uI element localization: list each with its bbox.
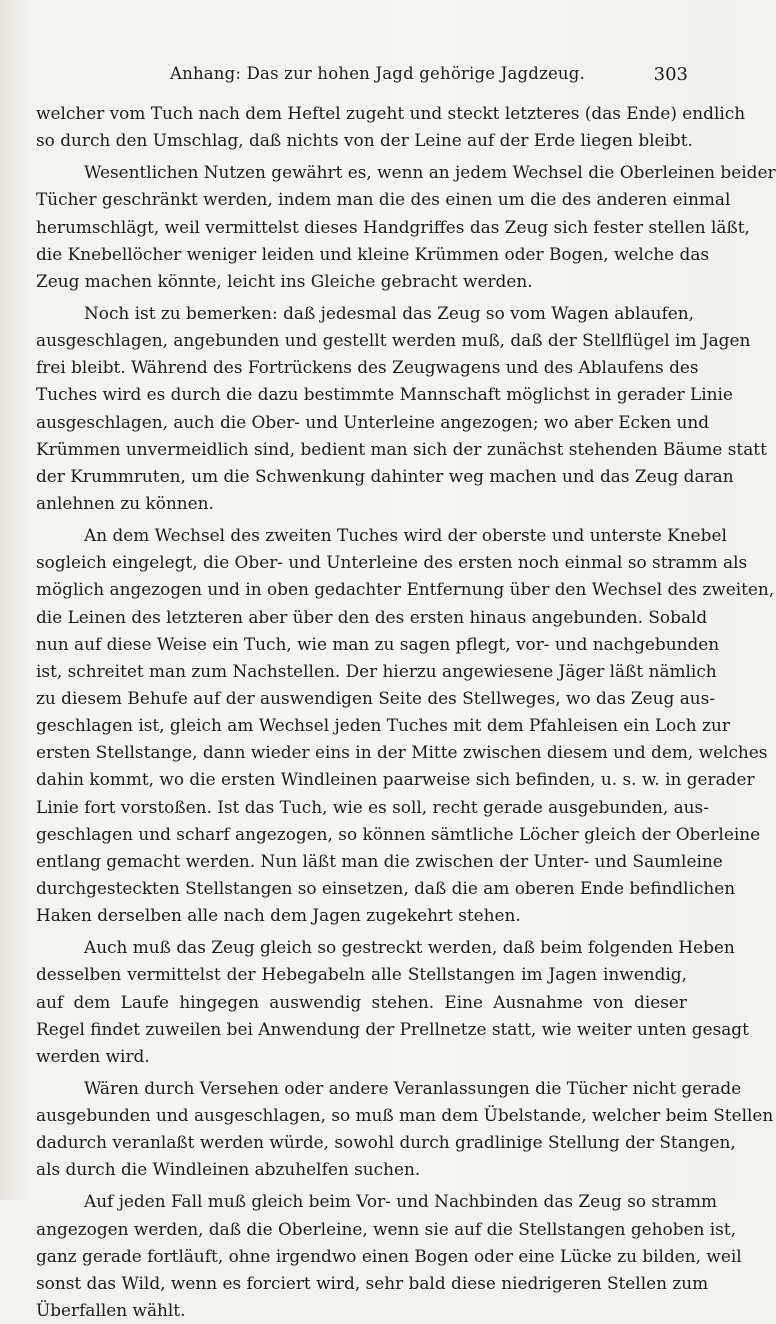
text-line: entlang gemacht werden. Nun läßt man die zwischen der Unter- und Saumleine [36,850,723,871]
text-line: Linie fort vorstoßen. Ist das Tuch, wie es soll, recht gerade ausgebunden, aus- [36,796,709,817]
text-line: ist, schreitet man zum Nachstellen. Der hierzu angewiesene Jäger läßt nämlich [36,660,717,681]
text-line: Wären durch Versehen oder andere Veranlassungen die Tücher nicht gerade [84,1077,742,1098]
text-line: Überfallen wählt. [36,1300,186,1321]
paragraph [36,100,746,154]
text-line: der Krummruten, um die Schwenkung dahinter weg machen und das Zeug daran [36,465,734,486]
text-line: dahin kommt, wo die ersten Windleinen paarweise sich befinden, u. s. w. in gerader [36,769,755,790]
text-line: Auf jeden Fall muß gleich beim Vor- und Nachbinden das Zeug so stramm [84,1191,718,1212]
paragraph [36,1188,742,1324]
text-line: frei bleibt. Während des Fortrückens des Zeugwagens und des Ablaufens des [36,357,699,378]
text-line: Zeug machen könnte, leicht ins Gleiche gebracht werden. [36,270,533,291]
text-line: ausgeschlagen, auch die Ober- und Unterleine angezogen; wo aber Ecken und [36,411,710,432]
text-line: sonst das Wild, wenn es forciert wird, sehr bald diese niedrigeren Stellen zum [36,1272,709,1293]
text-line: Wesentlichen Nutzen gewährt es, wenn an jedem Wechsel die Oberleinen beider [84,162,776,183]
text-line: ausgeschlagen, angebunden und gestellt werden muß, daß der Stellflügel im Jagen [36,330,751,351]
text-line: An dem Wechsel des zweiten Tuches wird der oberste und unterste Knebel [84,525,727,546]
paragraph [36,300,767,517]
text-line: als durch die Windleinen abzuhelfen suchen. [36,1159,421,1180]
text-line: Regel findet zuweilen bei Anwendung der Prellnetze statt, wie weiter unten gesagt [36,1018,749,1039]
text-line: Haken derselben alle nach dem Jagen zugekehrt stehen. [36,905,521,926]
paragraph [36,159,776,295]
page-header [36,64,686,90]
text-line: Auch muß das Zeug gleich so gestreckt werden, daß beim folgenden Heben [84,937,735,958]
text-line: auf dem Laufe hingegen auswendig stehen. Eine Ausnahme von dieser [36,991,687,1012]
text-line: möglich angezogen und in oben gedachter Entfernung über den Wechsel des zweiten, [36,579,775,600]
text-line: Krümmen unvermeidlich sind, bedient man sich der zunächst stehenden Bäume statt [36,438,767,459]
text-line: desselben vermittelst der Hebegabeln alle Stellstangen im Jagen inwendig, [36,964,687,985]
text-line: nun auf diese Weise ein Tuch, wie man zu sagen pflegt, vor- und nachgebunden [36,633,720,654]
paragraph [36,934,749,1070]
text-line: durchgesteckten Stellstangen so einsetzen, daß die am oberen Ende befindlichen [36,877,736,898]
text-line: geschlagen und scharf angezogen, so können sämtliche Löcher gleich der Oberleine [36,823,761,844]
text-line: die Knebellöcher weniger leiden und kleine Krümmen oder Bogen, welche das [36,243,710,264]
page-number: 303 [653,64,688,85]
text-line: sogleich eingelegt, die Ober- und Unterleine des ersten noch einmal so stramm als [36,552,748,573]
text-line: Tücher geschränkt werden, indem man die des einen um die des anderen einmal [36,189,731,210]
text-line: so durch den Umschlag, daß nichts von der Leine auf der Erde liegen bleibt. [36,130,693,151]
text-line: geschlagen ist, gleich am Wechsel jeden Tuches mit dem Pfahleisen ein Loch zur [36,715,730,736]
text-line: ganz gerade fortläuft, ohne irgendwo einen Bogen oder eine Lücke zu bilden, weil [36,1245,742,1266]
text-line: herumschlägt, weil vermittelst dieses Handgriffes das Zeug sich fester stellen läßt, [36,216,750,237]
text-line: zu diesem Behufe auf der auswendigen Seite des Stellweges, wo das Zeug aus- [36,687,716,708]
text-line: die Leinen des letzteren aber über den des ersten hinaus angebunden. Sobald [36,606,708,627]
running-head: Anhang: Das zur hohen Jagd gehörige Jagdzeug. [170,64,585,83]
text-line: anlehnen zu können. [36,492,214,513]
text-line: ausgebunden und ausgeschlagen, so muß man dem Übelstande, welcher beim Stellen [36,1105,774,1126]
text-line: Noch ist zu bemerken: daß jedesmal das Zeug so vom Wagen ablaufen, [84,302,694,323]
text-line: welcher vom Tuch nach dem Heftel zugeht und steckt letzteres (das Ende) endlich [36,103,746,123]
text-line: dadurch veranlaßt werden würde, sowohl durch gradlinige Stellung der Stangen, [36,1132,736,1153]
text-line: werden wird. [36,1045,150,1066]
paragraph [36,1075,774,1184]
body-text [36,100,776,1324]
text-line: angezogen werden, daß die Oberleine, wenn sie auf die Stellstangen gehoben ist, [36,1218,737,1239]
paragraph [36,522,775,929]
text-line: Tuches wird es durch die dazu bestimmte Mannschaft möglichst in gerader Linie [36,384,733,405]
text-line: ersten Stellstange, dann wieder eins in der Mitte zwischen diesem und dem, welches [36,742,768,763]
